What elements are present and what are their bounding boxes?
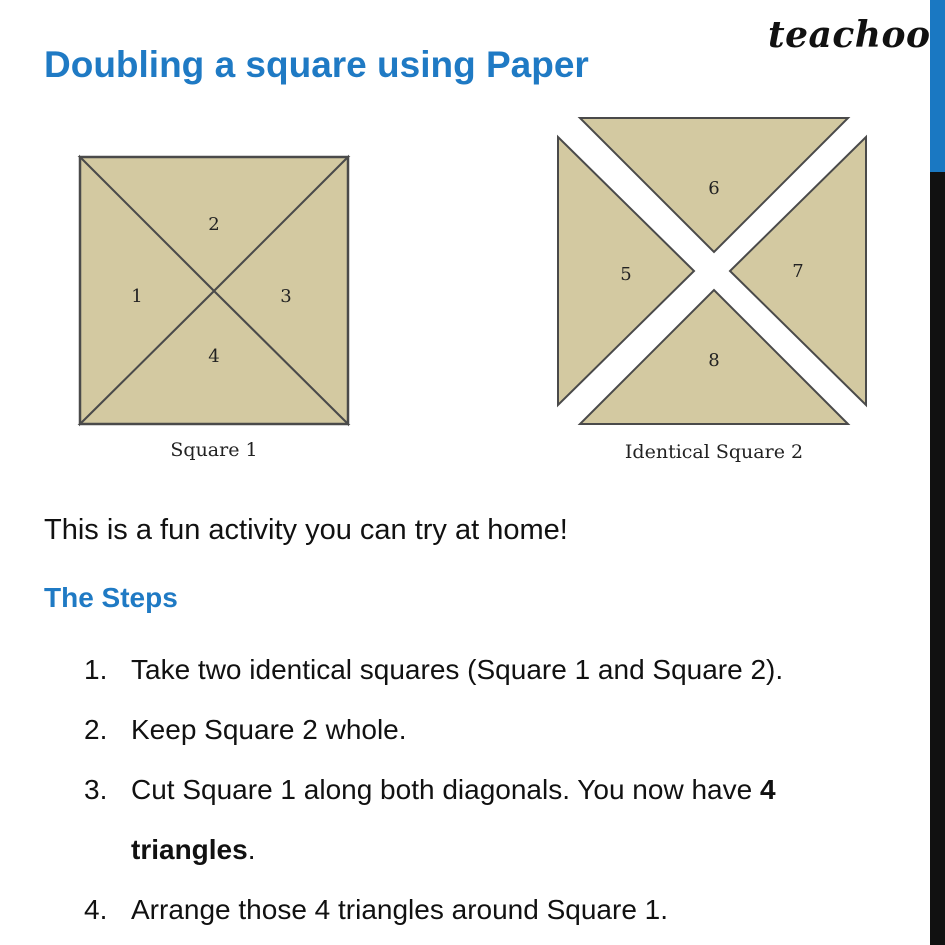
step-text-bold: 4 triangles xyxy=(131,774,776,865)
step-text: Arrange those 4 triangles around Square 1. xyxy=(131,894,669,925)
piece-label-2: 2 xyxy=(208,214,220,235)
piece-label-3: 3 xyxy=(280,286,292,307)
list-item xyxy=(0,640,930,700)
step-text-part: . xyxy=(247,834,256,865)
list-item xyxy=(0,880,930,940)
step-number: 2. xyxy=(84,714,108,745)
piece-label-4: 4 xyxy=(208,346,220,367)
step-number: 1. xyxy=(84,654,108,685)
list-item xyxy=(0,760,930,880)
piece-label-7: 7 xyxy=(792,261,804,282)
square-1 xyxy=(80,157,348,461)
step-number: 4. xyxy=(84,894,108,925)
step-number: 3. xyxy=(84,774,108,805)
piece-label-8: 8 xyxy=(708,350,720,371)
step-text-part: Cut Square 1 along both diagonals. You now have xyxy=(131,774,760,805)
square-2-label: Identical Square 2 xyxy=(624,441,804,463)
step-text: Take two identical squares (Square 1 and Square 2). xyxy=(131,654,784,685)
piece-label-6: 6 xyxy=(708,178,720,199)
steps-list xyxy=(0,640,930,940)
step-text xyxy=(131,760,821,880)
square-2 xyxy=(558,118,866,463)
scrollbar-thumb[interactable] xyxy=(930,0,945,172)
step-text: Keep Square 2 whole. xyxy=(131,714,407,745)
page-title: Doubling a square using Paper xyxy=(44,44,589,85)
steps-heading: The Steps xyxy=(44,582,178,613)
piece-label-1: 1 xyxy=(131,286,143,307)
list-item xyxy=(0,700,930,760)
teachoo-logo: teachoo xyxy=(768,14,931,56)
piece-label-5: 5 xyxy=(620,264,632,285)
doubling-square-figure xyxy=(0,100,930,480)
intro-text: This is a fun activity you can try at home! xyxy=(44,514,568,546)
square-1-label: Square 1 xyxy=(170,439,258,461)
